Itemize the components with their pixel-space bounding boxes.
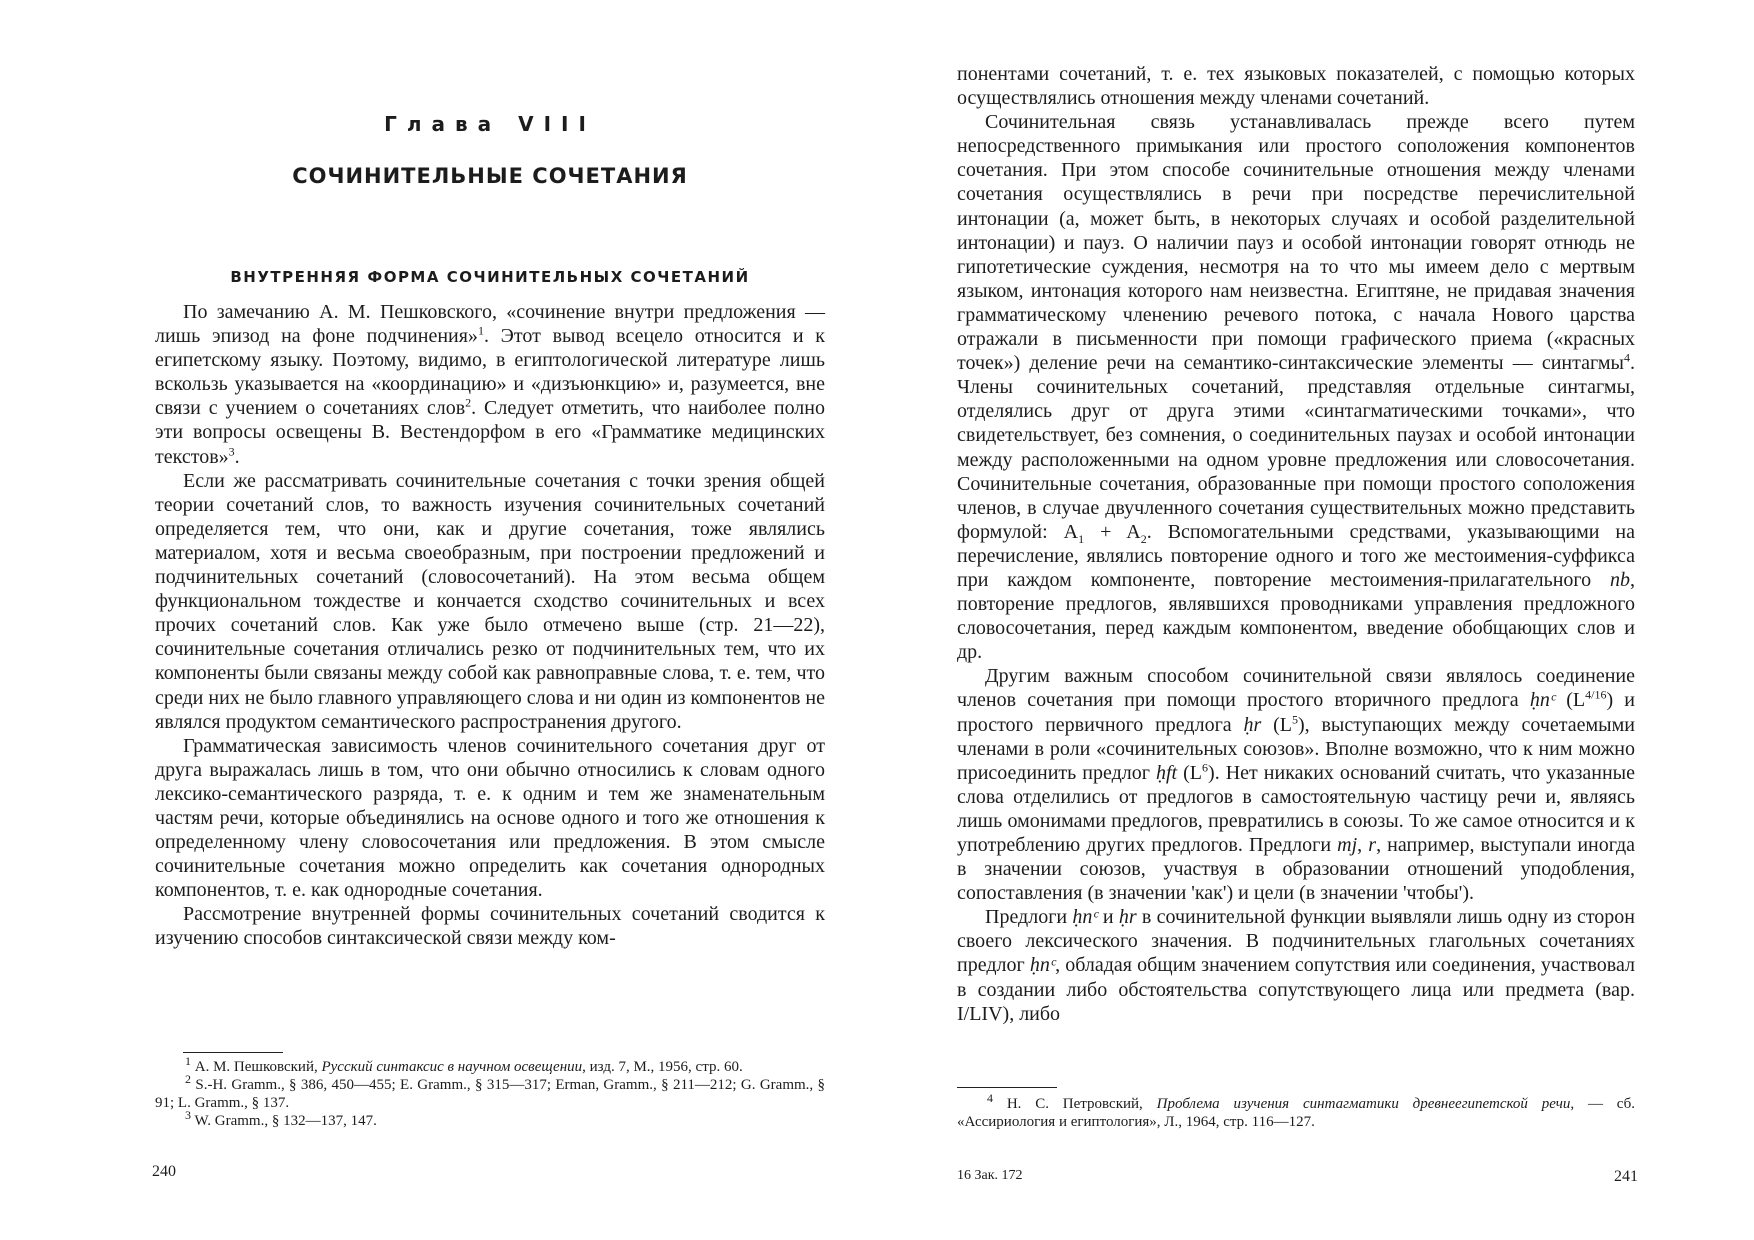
paragraph: По замечанию А. М. Пешковского, «сочинение внутри предложения — лишь эпизод на фоне подчинения»$^1$. Этот вывод всецело относится и к египетскому языку. Поэтому, видимо, в египтологической литературе лишь вскользь указывается на «координацию» и «дизъюнкцию» и, разумеется, вне связи с учением о сочетаниях слов$^2$. Следует отметить, что наиболее полно эти вопросы освещены В. Вестендорфом в его «Грамматике медицинских текстов»$^3$. bbox=[155, 301, 825, 468]
left-body bbox=[155, 300, 825, 951]
chapter-label: Глава VIII bbox=[384, 112, 596, 136]
footnote: $^2$ S.-H. Gramm., § 386, 450—455; E. Gramm., § 315—317; Erman, Gramm., § 211—212; G. Gramm., § 91; L. Gramm., § 137. bbox=[155, 1072, 826, 1111]
footnotes bbox=[155, 1054, 826, 1130]
right-body bbox=[957, 62, 1635, 1026]
paragraph: Другим важным способом сочинительной связи являлось соединение членов сочетания при помощи простого вторичного предлога ḥnᶜ $(L^{4/16})$ и простого первичного предлога ḥr $(L^5)$, выступающих между сочетаемыми членами в роли «сочинительных союзов». Вполне возможно, что к ним можно присоединить предлог ḥft $(L^6)$. Нет никаких оснований считать, что указанные слова отделились от предлогов в самостоятельную частицу речи и, являясь лишь омонимами предлогов, превратились в союзы. То же самое относится и к употреблению других предлогов. Предлоги mj, r, например, выступали иногда в значении союзов, участвуя в образовании отношений уподобления, сопоставления (в значении 'как') и цели (в значении 'чтобы'). bbox=[957, 665, 1635, 905]
paragraph: Сочинительная связь устанавливалась прежде всего путем непосредственного примыкания или простого соположения компонентов сочетания. При этом способе сочинительные отношения между членами сочетания осуществлялись в речи при посредстве перечислительной интонации (а, может быть, в некоторых случаях и особой разделительной интонации) и пауз. О наличии пауз и особой интонации говорят отнюдь не гипотетические суждения, несмотря на то что мы имеем дело с мертвым языком, интонация которого нам неизвестна. Египтяне, не придавая значения грамматическому членению речевого потока, с начала Нового царства отражали в письменности при помощи графического приема («красных точек») деление речи на семантико-синтаксические элементы — синтагмы$^4$. Члены сочинительных сочетаний, представляя отдельные синтагмы, отделялись друг от друга этими «синтагматическими точками», что свидетельствует, без сомнения, о соединительных паузах и особой интонации между расположенными на одном уровне предложения или словосочетания. Сочинительные сочетания, образованные при помощи простого соположения членов, в случае двучленного сочетания существительных можно представить формулой: $A_1 + A_2$. Вспомогательными средствами, указывающими на перечисление, являлись повторение одного и того же местоимения-суффикса при каждом компоненте, повторение местоимения-прилагательного nb, повторение предлогов, являвшихся проводниками управления предложного словосочетания, перед каждым компонентом, введение обобщающих слов и др. bbox=[957, 111, 1635, 664]
paragraph: Если же рассматривать сочинительные сочетания с точки зрения общей теории сочетаний слов, то важность изучения сочинительных сочетаний определяется тем, что они, как и другие сочетания, тоже являлись материалом, хотя и весьма своеобразным, при построении предложений и подчинительных сочетаний (словосочетаний). На этом весьма общем функциональном тождестве и кончается сходство сочинительных и всех прочих сочетаний слов. Как уже было отмечено выше (стр. 21—22), сочинительные сочетания отличались резко от подчинительных тем, что их компоненты были связаны между собой как равноправные слова, т. е. тем, что среди них не было главного управляющего слова и ни один из компонентов не являлся продуктом семантического распространения другого. bbox=[155, 469, 825, 733]
footnote-divider bbox=[183, 1052, 283, 1053]
footnote: $^4$ Н. С. Петровский, Проблема изучения синтагматики древнеегипетской речи, — сб. «Ассириология и египтология», Л., 1964, стр. 116—127. bbox=[957, 1091, 1635, 1130]
paragraph: Предлоги ḥnᶜ и ḥr в сочинительной функции выявляли лишь одну из сторон своего лексического значения. В подчинительных глагольных сочетаниях предлог ḥnᶜ, обладая общим значением сопутствия или соединения, участвовал в создании либо обстоятельства сопутствующего лица или предмета (вар. I/LIV), либо bbox=[957, 906, 1636, 1025]
footnote-ref[interactable]: 2 bbox=[465, 395, 472, 410]
footnote-ref[interactable]: 1 bbox=[477, 323, 484, 338]
footnote: $^1$ А. М. Пешковский, Русский синтаксис в научном освещении, изд. 7, М., 1956, стр. 60. bbox=[185, 1054, 743, 1075]
footnote: $^3$ W. Gramm., § 132—137, 147. bbox=[185, 1108, 377, 1129]
printer-signature: 16 Зак. 172 bbox=[957, 1168, 1023, 1183]
paragraph: понентами сочетаний, т. е. тех языковых показателей, с помощью которых осуществлялись отношения между членами сочетаний. bbox=[957, 63, 1635, 110]
paragraph: Грамматическая зависимость членов сочинительного сочетания друг от друга выражалась лишь в том, что они обычно относились к словам одного лексико-семантического разряда, т. е. к одним и тем же знаменательным частям речи, которые объединялись на основе одного и того же отношения к определенному члену словосочетания или предложения. В этом смысле сочинительные сочетания можно определить как сочетания однородных компонентов, т. е. как однородные сочетания. bbox=[155, 734, 825, 902]
chapter-title: СОЧИНИТЕЛЬНЫЕ СОЧЕТАНИЯ bbox=[292, 164, 688, 188]
paragraph: Рассмотрение внутренней формы сочинительных сочетаний сводится к изучению способов синтаксической связи между ком- bbox=[155, 903, 825, 950]
footnote-ref[interactable]: 4 bbox=[1624, 350, 1630, 365]
footnote-divider bbox=[957, 1087, 1057, 1088]
footnote-ref[interactable]: 3 bbox=[228, 443, 235, 458]
page-number: 240 bbox=[152, 1163, 176, 1180]
right-page bbox=[877, 0, 1754, 1240]
section-title: ВНУТРЕННЯЯ ФОРМА СОЧИНИТЕЛЬНЫХ СОЧЕТАНИЙ bbox=[230, 268, 750, 286]
footnotes bbox=[957, 1091, 1635, 1131]
page-number: 241 bbox=[1614, 1168, 1638, 1185]
